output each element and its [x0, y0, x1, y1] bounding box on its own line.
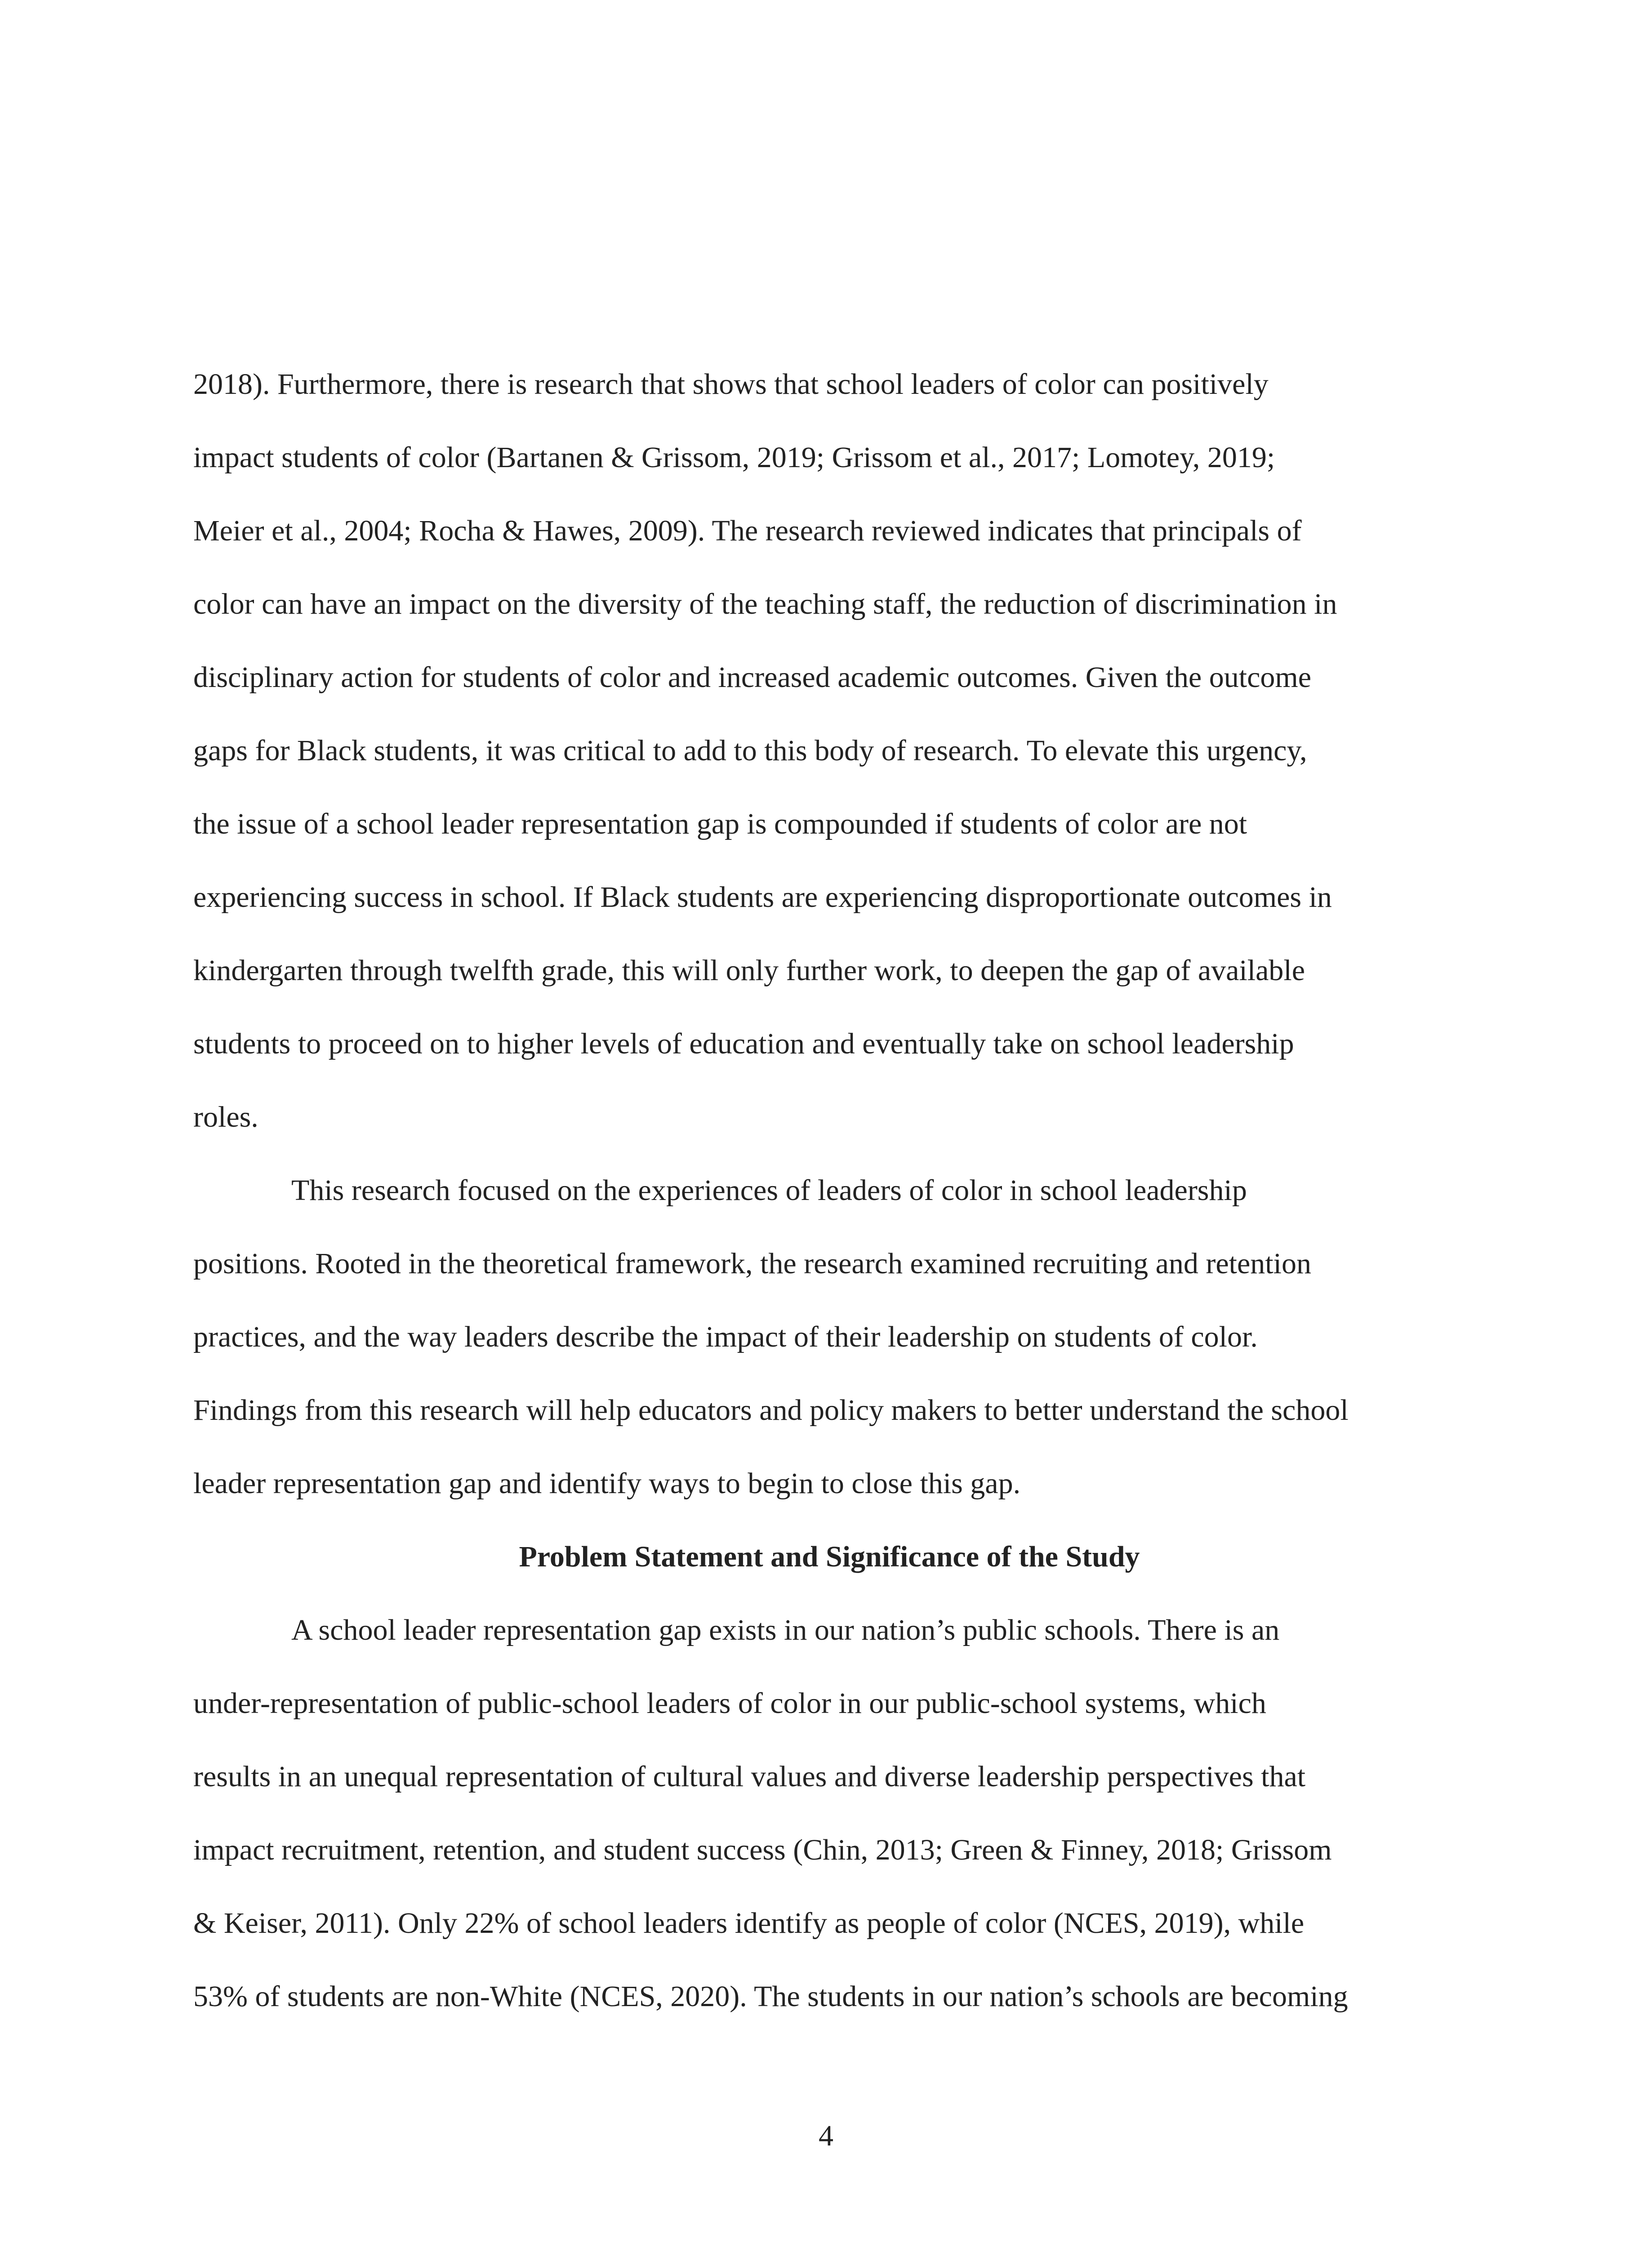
paragraph-2-line-2: positions. Rooted in the theoretical framework, the research examined recruiting and retention — [193, 1247, 1311, 1280]
paragraph-2-line-1: This research focused on the experiences of leaders of color in school leadership — [291, 1174, 1247, 1207]
paragraph-3-line-3: results in an unequal representation of cultural values and diverse leadership perspectives that — [193, 1760, 1306, 1793]
page-number: 4 — [819, 2119, 833, 2152]
paragraph-3-line-1: A school leader representation gap exists in our nation’s public schools. There is an — [291, 1614, 1280, 1646]
paragraph-1-line-3: Meier et al., 2004; Rocha & Hawes, 2009). The research reviewed indicates that principals of — [193, 514, 1302, 547]
paragraph-1-line-10: students to proceed on to higher levels of education and eventually take on school leadership — [193, 1027, 1294, 1060]
paragraph-3-line-4: impact recruitment, retention, and student success (Chin, 2013; Green & Finney, 2018; Grissom — [193, 1833, 1332, 1866]
paragraph-1-line-11: roles. — [193, 1101, 258, 1133]
paragraph-1-line-4: color can have an impact on the diversity of the teaching staff, the reduction of discrimination in — [193, 588, 1337, 620]
paragraph-1-line-6: gaps for Black students, it was critical to add to this body of research. To elevate this urgency, — [193, 734, 1307, 767]
paragraph-1-line-8: experiencing success in school. If Black students are experiencing disproportionate outcomes in — [193, 881, 1332, 914]
paragraph-1-line-7: the issue of a school leader representation gap is compounded if students of color are not — [193, 807, 1247, 840]
paragraph-1-line-2: impact students of color (Bartanen & Grissom, 2019; Grissom et al., 2017; Lomotey, 2019; — [193, 441, 1275, 474]
paragraph-3-line-5: & Keiser, 2011). Only 22% of school leaders identify as people of color (NCES, 2019), while — [193, 1907, 1305, 1940]
section-heading: Problem Statement and Significance of the Study — [519, 1540, 1140, 1573]
paragraph-3-line-2: under-representation of public-school leaders of color in our public-school systems, which — [193, 1687, 1266, 1720]
paragraph-2-line-5: leader representation gap and identify ways to begin to close this gap. — [193, 1467, 1021, 1500]
paragraph-1-line-9: kindergarten through twelfth grade, this will only further work, to deepen the gap of available — [193, 954, 1305, 987]
paragraph-1-line-1: 2018). Furthermore, there is research that shows that school leaders of color can positively — [193, 368, 1269, 401]
paragraph-2-line-3: practices, and the way leaders describe the impact of their leadership on students of color. — [193, 1320, 1258, 1353]
paragraph-2-line-4: Findings from this research will help educators and policy makers to better understand the school — [193, 1394, 1349, 1427]
paragraph-1-line-5: disciplinary action for students of color and increased academic outcomes. Given the outcome — [193, 661, 1311, 694]
paragraph-3-line-6: 53% of students are non-White (NCES, 2020). The students in our nation’s schools are becoming — [193, 1980, 1348, 2013]
